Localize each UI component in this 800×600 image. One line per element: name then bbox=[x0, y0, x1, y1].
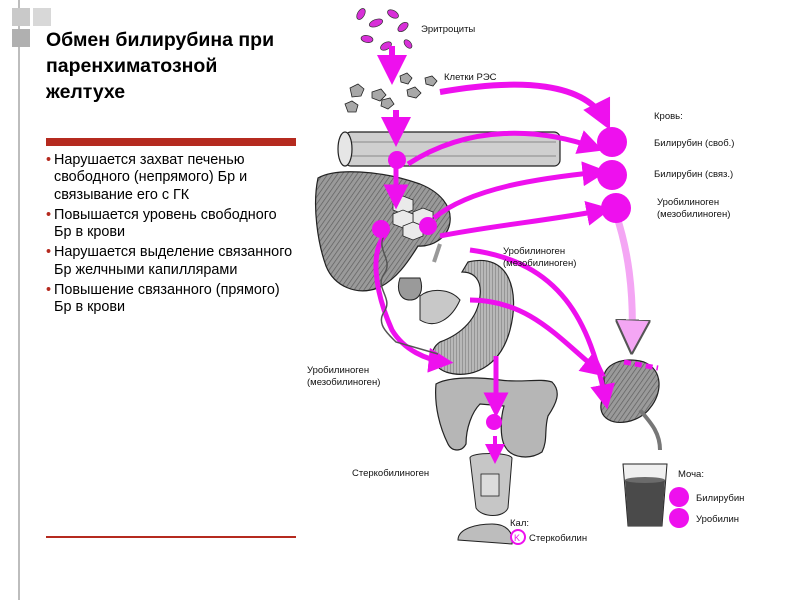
bilirubin-metabolism-diagram bbox=[292, 0, 800, 600]
bullet-list bbox=[46, 152, 296, 320]
label-urobilinogen-right: Уробилиноген bbox=[657, 197, 720, 208]
label-res-cells: Клетки РЭС bbox=[444, 72, 497, 83]
pancreas-shadow bbox=[420, 290, 460, 323]
label-erythrocytes: Эритроциты bbox=[421, 24, 476, 35]
res-cells-illustration bbox=[345, 73, 437, 112]
kidney bbox=[601, 360, 659, 422]
urine-glass bbox=[623, 464, 667, 526]
label-blood: Кровь: bbox=[654, 111, 683, 122]
slide-title: Обмен билирубина при паренхиматозной желтухе bbox=[46, 29, 275, 103]
stercobilin-marker bbox=[511, 530, 525, 544]
ureter bbox=[640, 410, 660, 450]
label-urobilinogen-mid: Уробилиноген bbox=[503, 246, 566, 257]
label-bilirubin-bound: Билирубин (связ.) bbox=[654, 169, 734, 180]
bottom-rule bbox=[46, 536, 296, 538]
svg-text:K: K bbox=[514, 533, 521, 543]
label-urobilinogen-left: Уробилиноген bbox=[307, 365, 370, 376]
label-mesobilinogen-left: (мезобилиноген) bbox=[307, 377, 381, 388]
bullet-item: • Нарушается выделение связанного Бр желчными капиллярами bbox=[46, 244, 296, 279]
decorative-square bbox=[12, 8, 30, 26]
bullet-item: • Повышается уровень свободного Бр в крови bbox=[46, 207, 296, 242]
bullet-item: • Нарушается захват печенью свободного (непрямого) Бр и связывание его с ГК bbox=[46, 152, 296, 204]
gallbladder bbox=[398, 278, 421, 300]
label-mesobilinogen-mid: (мезобилиноген) bbox=[503, 258, 577, 269]
title-underline bbox=[46, 138, 296, 146]
label-stercobilinogen: Стеркобилиноген bbox=[352, 468, 430, 479]
label-stercobilin: Стеркобилин bbox=[529, 533, 588, 544]
feces-pile bbox=[458, 524, 512, 544]
decorative-square bbox=[12, 29, 30, 47]
bullet-item: • Повышение связанного (прямого) Бр в крови bbox=[46, 282, 296, 317]
label-urine-urobilin: Уробилин bbox=[696, 514, 740, 525]
ges-arrow bbox=[434, 244, 440, 262]
label-feces: Кал: bbox=[510, 518, 529, 529]
rectum bbox=[470, 454, 512, 516]
decorative-square bbox=[33, 8, 51, 26]
vertical-divider bbox=[18, 0, 20, 600]
erythrocytes-illustration bbox=[355, 7, 414, 52]
label-mesobilinogen-right: (мезобилиноген) bbox=[657, 209, 731, 220]
blood-vessel bbox=[338, 132, 560, 166]
return-arrow bbox=[616, 214, 632, 344]
label-bilirubin-free: Билирубин (своб.) bbox=[654, 138, 735, 149]
label-urine-bilirubin: Билирубин bbox=[696, 493, 745, 504]
label-urine: Моча: bbox=[678, 469, 704, 480]
